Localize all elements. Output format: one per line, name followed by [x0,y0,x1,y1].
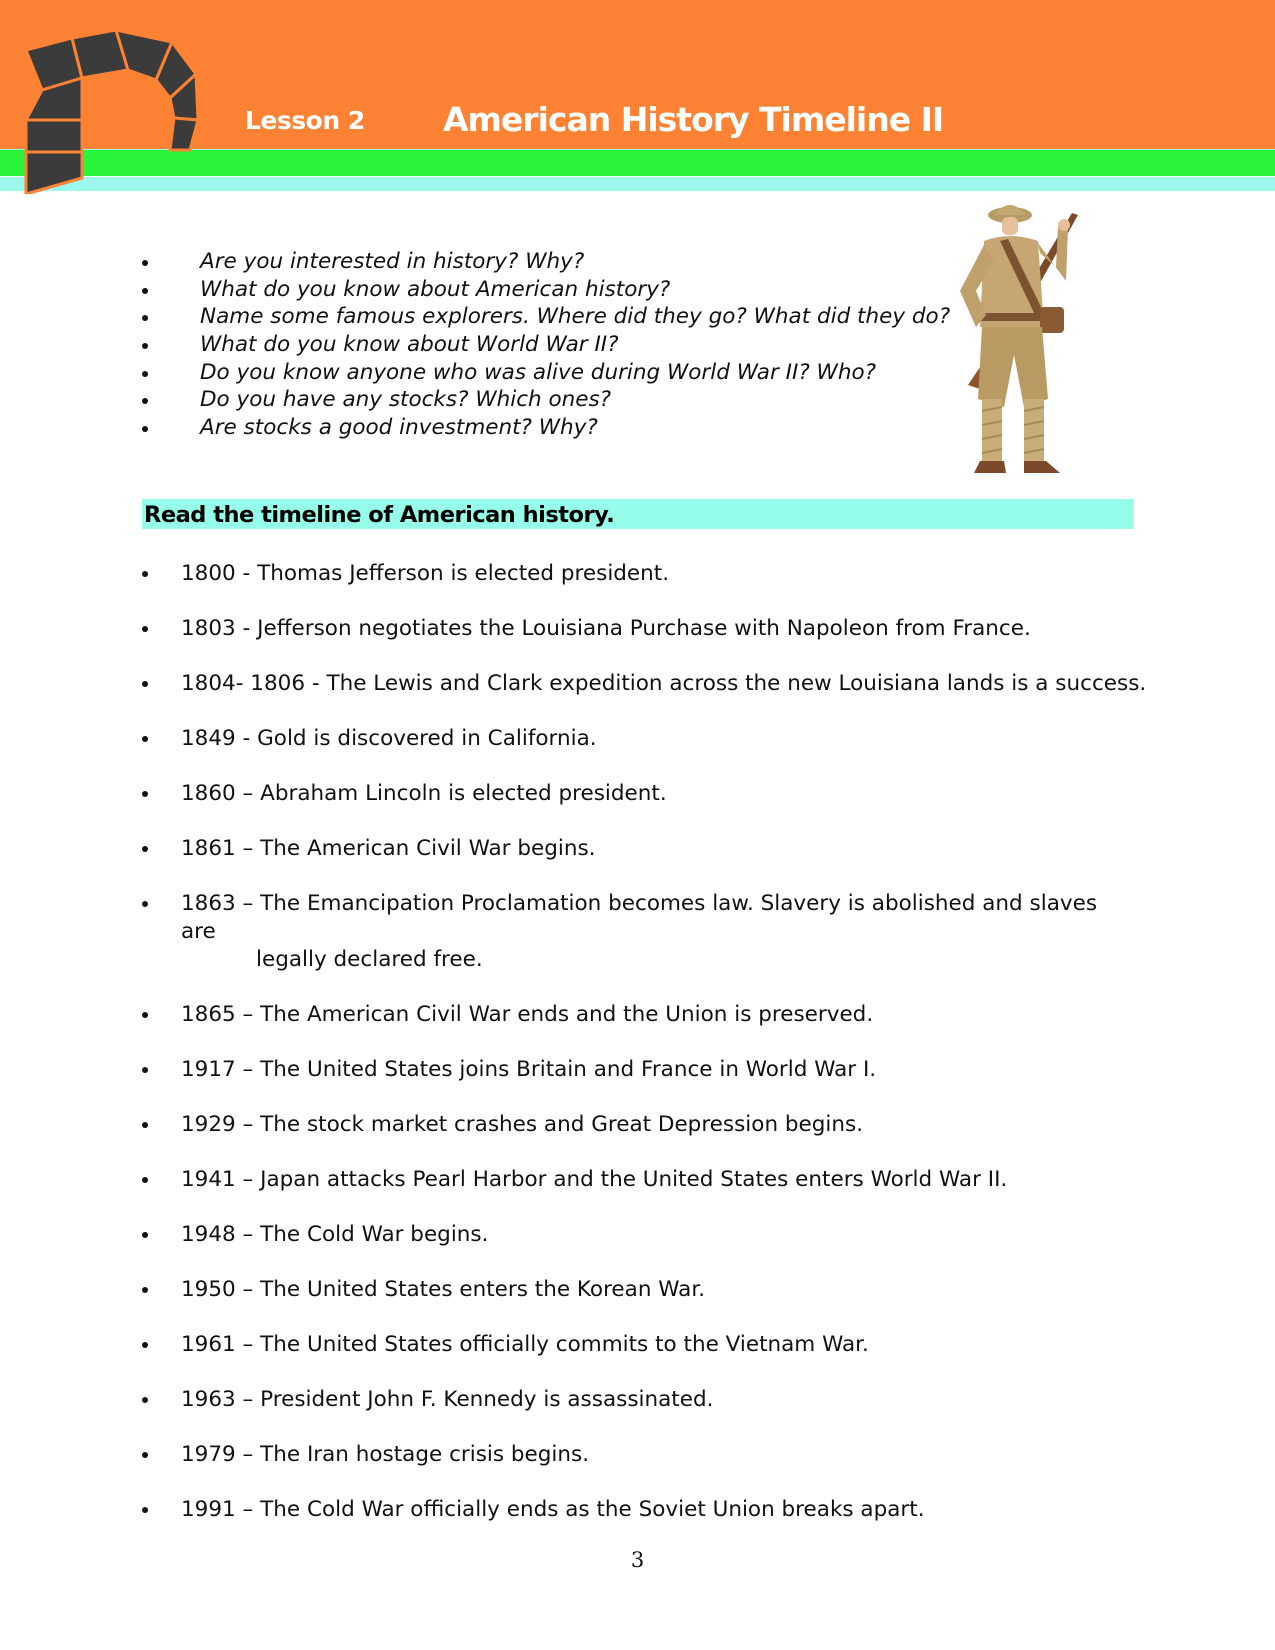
bullet-icon [142,343,148,349]
page-title: American History Timeline II [443,100,944,139]
timeline-text: 1948 – The Cold War begins. [181,1222,489,1247]
question-item [138,303,950,331]
discussion-questions [138,248,950,442]
bullet-icon [142,1012,148,1018]
question-text: Are stocks a good investment? Why? [200,415,598,441]
timeline-text-continued: legally declared free. [256,947,483,972]
timeline-list [138,560,1147,1551]
timeline-text: 1961 – The United States officially commits to the Vietnam War. [181,1332,869,1357]
bullet-icon [142,315,148,321]
timeline-item [138,1001,1138,1029]
soldier-illustration-icon [940,195,1100,485]
timeline-item [138,1386,1138,1414]
question-text: Are you interested in history? Why? [200,249,585,274]
timeline-text: 1963 – President John F. Kennedy is assassinated. [181,1387,714,1412]
bullet-icon [142,901,148,907]
timeline-text: 1800 - Thomas Jefferson is elected president. [181,561,670,586]
bullet-icon [142,1342,148,1348]
bullet-icon [142,846,148,852]
timeline-item [138,1331,1138,1359]
bullet-icon [142,1232,148,1238]
timeline-item [138,780,1138,808]
timeline-item [138,615,1138,643]
timeline-text-line: 1863 – The Emancipation Proclamation becomes law. Slavery is abolished and slaves are [181,891,1098,944]
bullet-icon [142,1507,148,1513]
bullet-icon [142,626,148,632]
bullet-icon [142,571,148,577]
timeline-text: 1979 – The Iran hostage crisis begins. [181,1442,590,1467]
arch-logo-icon [24,28,209,194]
timeline-item [138,1276,1138,1304]
timeline-text: 1803 - Jefferson negotiates the Louisiana Purchase with Napoleon from France. [181,616,1031,641]
bullet-icon [142,1177,148,1183]
timeline-item [138,1221,1138,1249]
question-text: Do you have any stocks? Which ones? [200,387,612,413]
question-item [138,331,950,359]
timeline-item [138,890,1138,974]
timeline-item [138,725,1138,753]
lesson-label: Lesson 2 [245,106,365,135]
bullet-icon [142,260,148,266]
timeline-item [138,1441,1138,1469]
timeline-text: 1860 – Abraham Lincoln is elected president. [181,781,667,806]
question-item [138,414,950,442]
question-item [138,276,950,304]
bullet-icon [142,736,148,742]
timeline-text: 1941 – Japan attacks Pearl Harbor and the United States enters World War II. [181,1167,1008,1192]
question-item [138,248,950,276]
timeline-item [138,1111,1138,1139]
timeline-text: 1804- 1806 - The Lewis and Clark expedition across the new Louisiana lands is a success. [181,671,1147,696]
timeline-text: 1849 - Gold is discovered in California. [181,726,597,751]
timeline-item [138,1496,1138,1524]
timeline-text: 1991 – The Cold War officially ends as the Soviet Union breaks apart. [181,1497,925,1522]
timeline-item [138,1056,1138,1084]
bullet-icon [142,371,148,377]
bullet-icon [142,1067,148,1073]
timeline-item [138,1166,1138,1194]
section-heading: Read the timeline of American history. [144,502,615,528]
timeline-item [138,670,1147,698]
timeline-text: 1929 – The stock market crashes and Great Depression begins. [181,1112,864,1137]
timeline-text [181,891,1138,974]
timeline-text: 1861 – The American Civil War begins. [181,836,596,861]
bullet-icon [142,681,148,687]
question-text: What do you know about American history? [200,276,671,302]
bullet-icon [142,426,148,432]
page-number: 3 [630,1548,645,1572]
question-text: Do you know anyone who was alive during World War II? Who? [200,359,877,385]
question-item [138,386,950,414]
bullet-icon [142,1287,148,1293]
question-text: What do you know about World War II? [200,332,619,358]
timeline-text: 1865 – The American Civil War ends and the Union is preserved. [181,1002,874,1027]
timeline-text: 1950 – The United States enters the Korean War. [181,1277,706,1302]
bullet-icon [142,398,148,404]
bullet-icon [142,1452,148,1458]
timeline-item [138,835,1138,863]
bullet-icon [142,791,148,797]
bullet-icon [142,1122,148,1128]
bullet-icon [142,1397,148,1403]
question-text: Name some famous explorers. Where did they go? What did they do? [200,304,951,330]
question-item [138,359,950,387]
timeline-item [138,560,1138,588]
timeline-text: 1917 – The United States joins Britain and France in World War I. [181,1057,877,1082]
bullet-icon [142,288,148,294]
